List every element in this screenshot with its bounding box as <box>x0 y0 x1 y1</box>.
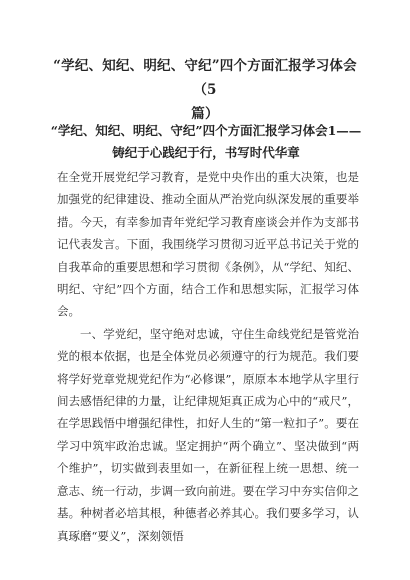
section-heading-line2: 铸纪于心践纪于行，书写时代华章 <box>112 145 300 160</box>
paragraph-intro: 在全党开展党纪学习教育，是党中央作出的重大决策，也是加强党的纪律建设、推动全面从严治党向纵深发展的重要举措。今天，有幸参加青年党纪学习教育座谈会并作为支部书记代表发言。下面，我围绕学习贯彻习近平总书记关于党的自我革命的重要思想和学习贯彻《条例》，从“学纪、知纪、明纪、守纪”四个方面，结合工作和思想实际，汇报学习体会。 <box>57 170 359 319</box>
document-title-line1: “学纪、知纪、明纪、守纪”四个方面汇报学习体会（5 <box>53 58 357 98</box>
section-heading-line1: “学纪、知纪、明纪、守纪”四个方面汇报学习体会1—— <box>50 123 362 138</box>
document-title-line2: 篇） <box>191 106 219 122</box>
section-heading <box>45 120 367 164</box>
body-text <box>57 166 359 547</box>
document-title <box>52 54 358 126</box>
paragraph-section-one: 一、学党纪，坚守绝对忠诚，守住生命线党纪是管党治党的根本依据，也是全体党员必须遵守的行为规范。我们要将学好党章党规党纪作为“必修课”，原原本本地学从字里行间去感悟纪律的力量，让纪律规矩真正成为心中的“戒尺”，在学思践悟中增强纪律性，扣好人生的“第一粒扣子”。要在学习中筑牢政治忠诚。坚定拥护“两个确立”、坚决做到“两个维护”，切实做到表里如一，在新征程上统一思想、统一意志、统一行动，步调一致向前进。要在学习中夯实信仰之基。种树者必培其根，种德者必养其心。我们要多学习，认真琢磨“要义”，深刻领悟 <box>57 326 359 543</box>
